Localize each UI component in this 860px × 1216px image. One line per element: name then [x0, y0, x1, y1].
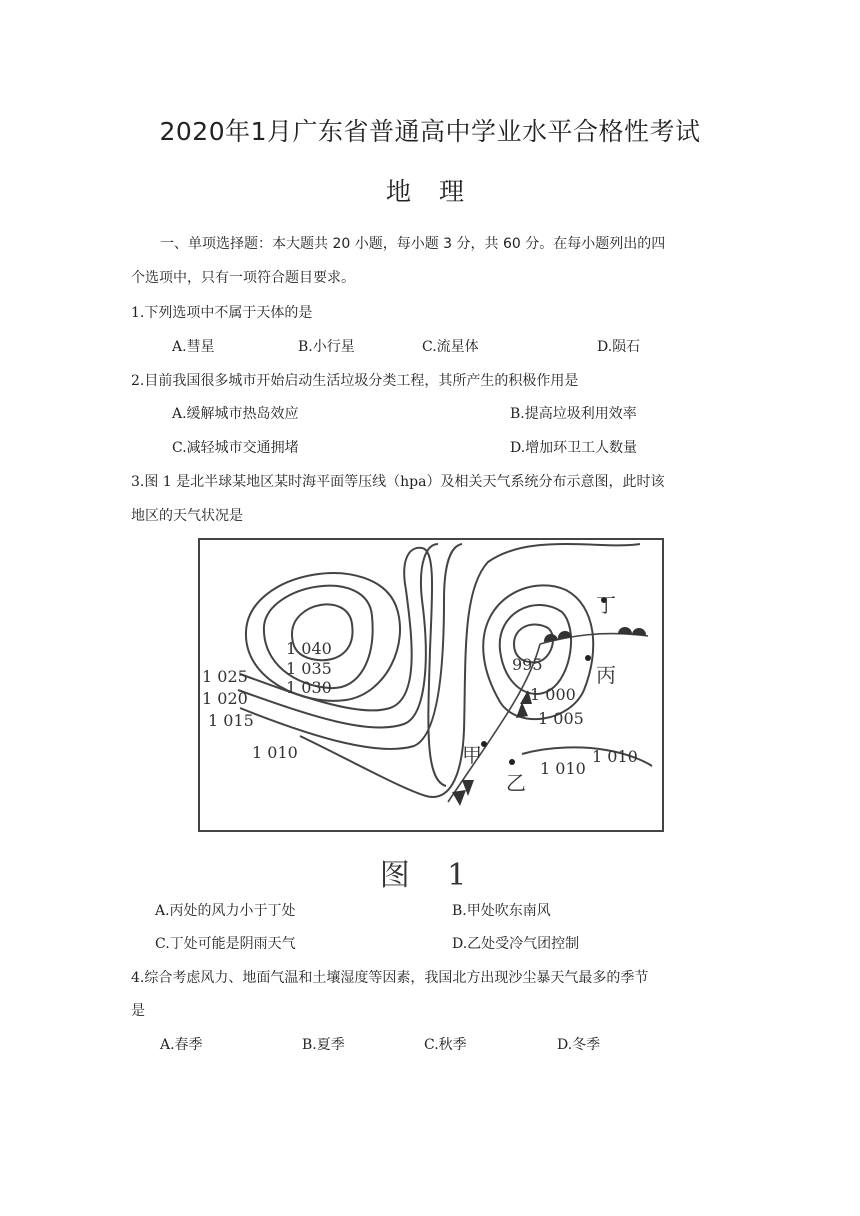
section-instructions-line1: 一、单项选择题：本大题共 20 小题，每小题 3 分，共 60 分。在每小题列出的四: [160, 236, 666, 252]
label-ding: 丁: [596, 593, 616, 617]
point-bing-dot: [585, 655, 591, 661]
question-4-stem-line1: 4.综合考虑风力、地面气温和土壤湿度等因素，我国北方出现沙尘暴天气最多的季节: [131, 970, 649, 986]
question-3-stem-line2: 地区的天气状况是: [131, 508, 243, 524]
section-instructions-line2: 个选项中，只有一项符合题目要求。: [131, 270, 355, 286]
question-4-stem-line2: 是: [131, 1003, 145, 1019]
question-3-option-a: A.丙处的风力小于丁处: [155, 903, 296, 919]
question-3-option-c: C.丁处可能是阴雨天气: [155, 936, 296, 952]
point-yi-dot: [509, 759, 515, 765]
question-2-stem: 2.目前我国很多城市开始启动生活垃圾分类工程，其所产生的积极作用是: [131, 373, 579, 389]
label-1010-left: 1 010: [252, 743, 298, 762]
label-1030: 1 030: [286, 678, 332, 697]
label-1040: 1 040: [286, 639, 332, 658]
label-1010-mid: 1 010: [540, 759, 586, 778]
subject-title: 地 理: [386, 177, 474, 206]
figure-caption: 图 1: [379, 858, 481, 893]
question-2-option-c: C.减轻城市交通拥堵: [172, 440, 299, 456]
label-yi: 乙: [506, 771, 526, 795]
isobar-map-svg: [200, 540, 662, 830]
label-995: 995: [512, 655, 543, 674]
question-3-option-b: B.甲处吹东南风: [452, 903, 551, 919]
label-1015: 1 015: [208, 711, 254, 730]
label-1035: 1 035: [286, 659, 332, 678]
label-1020: 1 020: [202, 689, 248, 708]
question-4-option-c: C.秋季: [424, 1037, 467, 1053]
warm-front-bump-4: [632, 628, 646, 635]
warm-front-bump-3: [618, 627, 632, 634]
label-1010-right: 1 010: [592, 747, 638, 766]
label-1000: 1 000: [530, 685, 576, 704]
cold-front-tri-3: [452, 790, 466, 806]
question-1-option-a: A.彗星: [172, 339, 215, 355]
label-1005: 1 005: [538, 709, 584, 728]
isobar-1000: [500, 605, 571, 694]
question-4-option-d: D.冬季: [557, 1037, 601, 1053]
question-1-option-c: C.流星体: [422, 339, 479, 355]
question-2-option-b: B.提高垃圾利用效率: [510, 406, 637, 422]
question-4-option-a: A.春季: [160, 1037, 203, 1053]
question-1-stem: 1.下列选项中不属于天体的是: [131, 305, 313, 321]
question-1-option-b: B.小行星: [298, 339, 355, 355]
label-bing: 丙: [596, 663, 616, 687]
question-3-stem-line1: 3.图 1 是北半球某地区某时海平面等压线（hpa）及相关天气系统分布示意图，此时该: [131, 474, 665, 490]
question-2-option-a: A.缓解城市热岛效应: [172, 406, 299, 422]
question-1-option-d: D.陨石: [597, 339, 641, 355]
question-2-option-d: D.增加环卫工人数量: [510, 440, 638, 456]
exam-title: 2020年1月广东省普通高中学业水平合格性考试: [159, 117, 701, 146]
question-3-option-d: D.乙处受冷气团控制: [452, 936, 580, 952]
label-1025: 1 025: [202, 667, 248, 686]
isobar-map-figure: [198, 538, 664, 832]
label-jia: 甲: [462, 743, 482, 767]
question-4-option-b: B.夏季: [302, 1037, 345, 1053]
cold-front-tri-1: [516, 702, 528, 718]
